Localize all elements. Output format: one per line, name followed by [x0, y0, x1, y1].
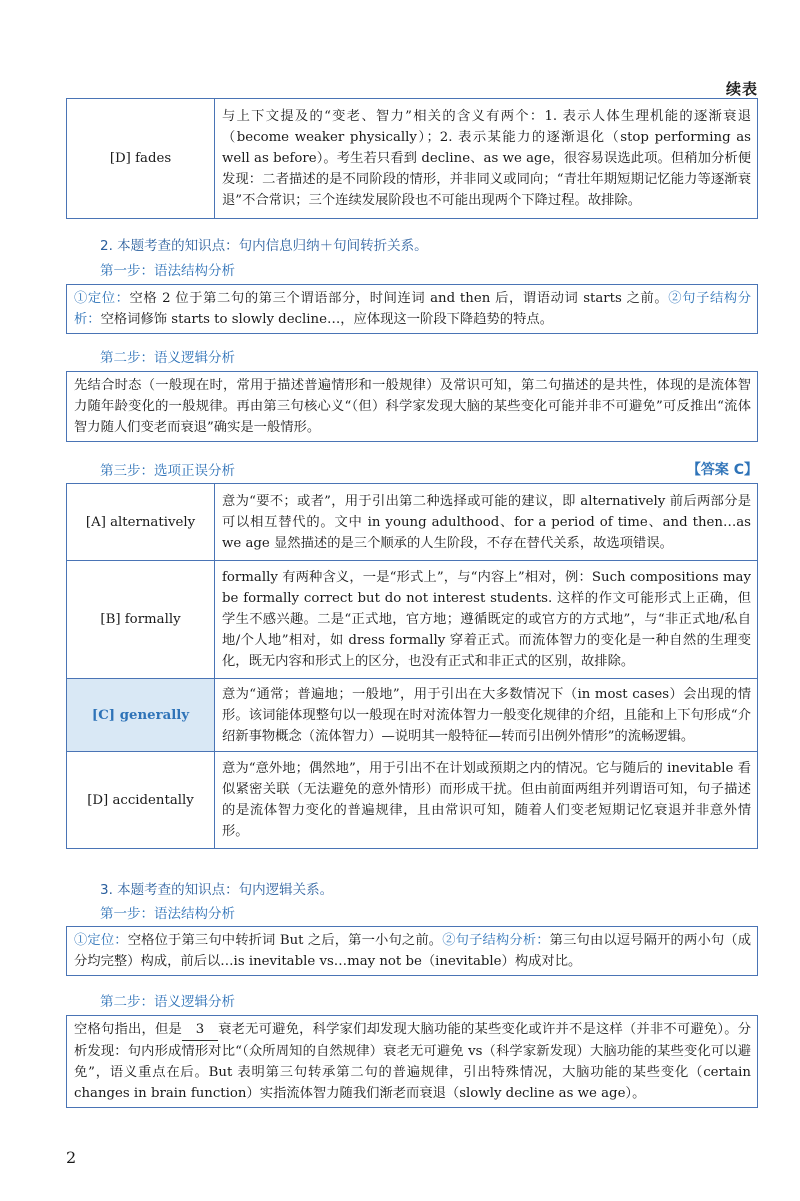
option-explanation: 意为“通常；普遍地；一般地”，用于引出在大多数情况下（in most cases）会出现的情形。该词能体现整句以一般现在时对流体智力一般变化规律的介绍，且能和上下句形成“介绍新事物概念（流体智力）—说明其一般特征—转而引出例外情形”的流畅逻辑。 — [215, 679, 758, 752]
section-3-title: 3. 本题考查的知识点：句内逻辑关系。 — [100, 882, 334, 898]
section-2-title: 2. 本题考查的知识点：句内信息归纳＋句间转折关系。 — [100, 238, 428, 254]
blank-number: 3 — [182, 1019, 218, 1041]
table-row — [67, 99, 758, 219]
locate-label: ①定位： — [74, 291, 130, 306]
section-2-step-1-title: 第一步：语法结构分析 — [100, 263, 235, 279]
table-row — [67, 484, 758, 561]
table-row — [67, 561, 758, 679]
structure-label: ②句子结构分析： — [442, 933, 550, 948]
option-explanation: 意为“意外地；偶然地”，用于引出不在计划或预期之内的情况。它与随后的 inevitable 看似紧密关联（无法避免的意外情形）而形成干扰。但由前面两组并列谓语可知，句子描述的是流体智力变化的普遍规律，且由常识可知，随着人们变老短期记忆衰退并非意外情形。 — [215, 752, 758, 849]
section-3-step-1-box — [66, 926, 758, 976]
section-2-step-2-title: 第二步：语义逻辑分析 — [100, 350, 235, 366]
answer-badge: 【答案 C】 — [686, 462, 758, 478]
section-2-step-3-title: 第三步：选项正误分析 — [100, 463, 235, 479]
option-explanation: 与上下文提及的“变老、智力”相关的含义有两个：1. 表示人体生理机能的逐渐衰退（become weaker physically）；2. 表示某能力的逐渐退化（stop performing as well as before）。考生若只看到 decline、as we age，很容易误选此项。但稍加分析便发现：二者描述的是不同阶段的情形，并非同义或同向；“青壮年期短期记忆能力等逐渐衰退”不合常识；三个连续发展阶段也不可能出现两个下降过程。故排除。 — [215, 99, 758, 219]
semantic-analysis-text: 先结合时态（一般现在时，常用于描述普遍情形和一般规律）及常识可知，第二句描述的是共性，体现的是流体智力随年龄变化的一般规律。再由第三句核心义“（但）科学家发现大脑的某些变化可能并非不可避免”可反推出“流体智力随人们变老而衰退”确实是一般情形。 — [74, 378, 751, 435]
structure-text: 第三句由以逗号隔开的两小句（成分均完整）构成，前后以…is inevitable vs…may not be（inevitable）构成对比。 — [74, 933, 752, 969]
semantic-analysis-post: 衰老无可避免，科学家们却发现大脑功能的某些变化或许并不是这样（并非不可避免）。分析发现：句内形成情形对比“（众所周知的自然规律）衰老无可避免 vs（科学家新发现）大脑功能的某些变化可以避免”，语义重点在后。But 表明第三句转承第二句的普遍规律，引出特殊情况，大脑功能的某些变化（certain changes in brain function）实指流体智力随我们渐老而衰退（slowly decline as we age）。 — [74, 1022, 752, 1101]
table-row-correct — [67, 679, 758, 752]
locate-text: 空格位于第三句中转折词 But 之后，第一小句之前。 — [127, 933, 443, 948]
section-2-step-2-box — [66, 371, 758, 442]
structure-text: 空格词修饰 starts to slowly decline…，应体现这一阶段下降趋势的特点。 — [100, 312, 553, 327]
option-label: [B] formally — [67, 561, 215, 679]
semantic-analysis-pre: 空格句指出，但是 — [74, 1022, 182, 1037]
option-label: [A] alternatively — [67, 484, 215, 561]
section-2-step-1-box — [66, 284, 758, 334]
option-label: [D] accidentally — [67, 752, 215, 849]
option-label-correct: [C] generally — [67, 679, 215, 752]
table-row — [67, 752, 758, 849]
section-3-step-1-title: 第一步：语法结构分析 — [100, 906, 235, 922]
locate-label: ①定位： — [74, 933, 128, 948]
option-explanation: formally 有两种含义，一是“形式上”，与“内容上”相对，例：Such compositions may be formally correct but do not interest students. 这样的作文可能形式上正确，但学生不感兴趣。二是“正式地，官方地；遵循既定的或官方的方式地”，与“非正式地/私自地/个人地”相对，如 dress formally 穿着正式。而流体智力的变化是一种自然的生理变化，既无内容和形式上的区分，也没有正式和非正式的区别，故排除。 — [215, 561, 758, 679]
section-3-step-2-title: 第二步：语义逻辑分析 — [100, 994, 235, 1010]
structure-label: ②句子结构分析： — [74, 291, 752, 327]
locate-text: 空格 2 位于第二句的第三个谓语部分，时间连词 and then 后，谓语动词 starts 之前。 — [129, 291, 669, 306]
section-3-step-2-box — [66, 1015, 758, 1108]
continued-table-label: 续表 — [725, 80, 758, 98]
option-table-1 — [66, 98, 758, 219]
option-explanation: 意为“要不；或者”，用于引出第二种选择或可能的建议，即 alternatively 前后两部分是可以相互替代的。文中 in young adulthood、for a period of time、and then…as we age 显然描述的是三个顺承的人生阶段，不存在替代关系，故选项错误。 — [215, 484, 758, 561]
option-label: [D] fades — [67, 99, 215, 219]
page-number: 2 — [66, 1148, 77, 1167]
option-table-2 — [66, 483, 758, 849]
